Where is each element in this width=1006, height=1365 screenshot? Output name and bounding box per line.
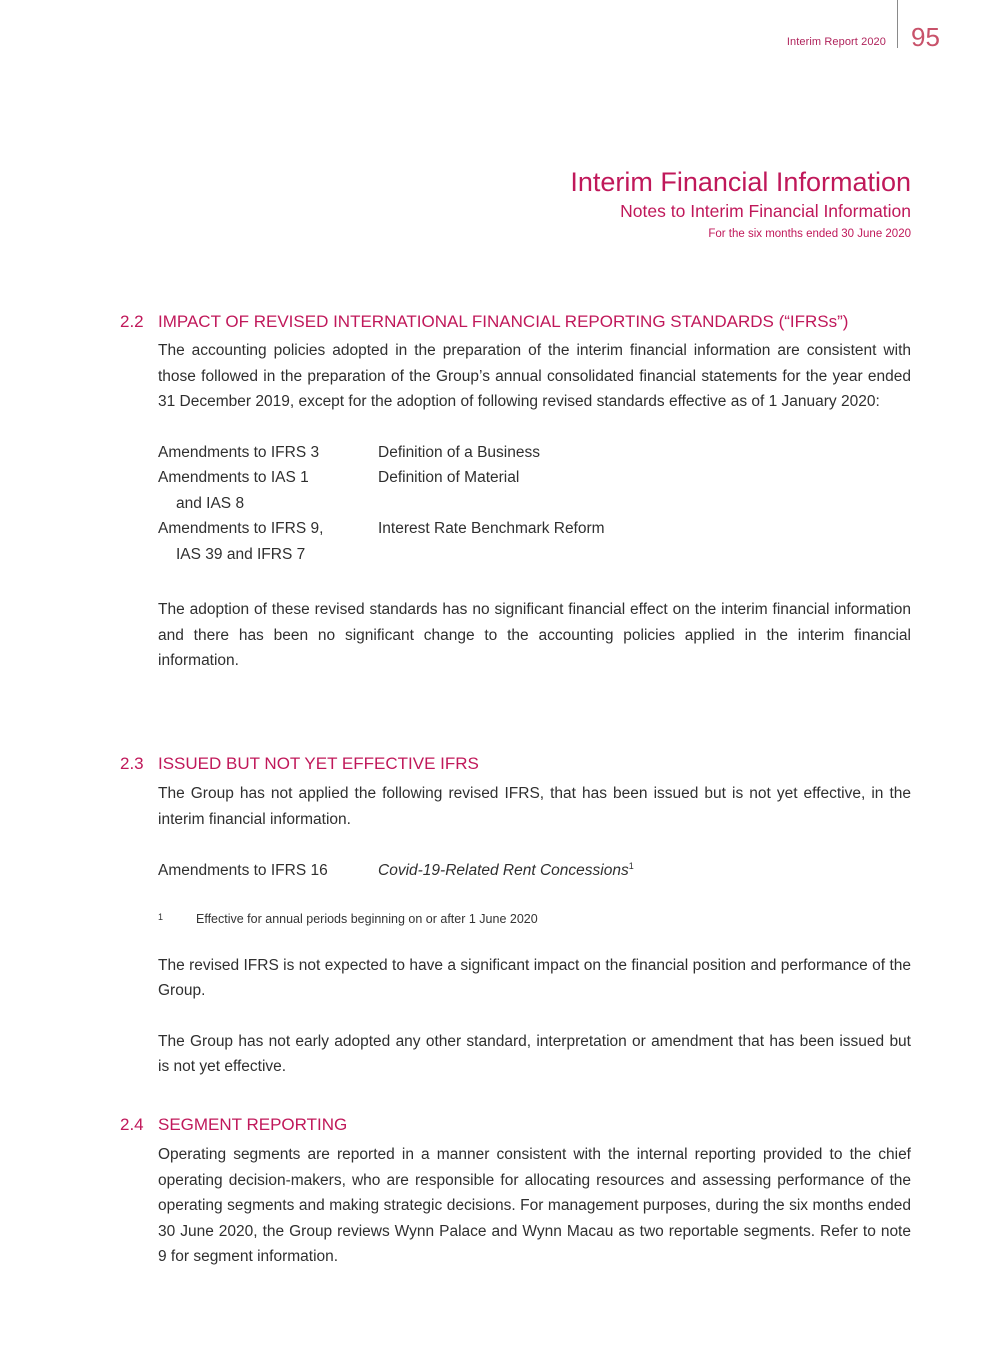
section-number: 2.3 — [120, 754, 144, 773]
standard-row — [158, 465, 911, 516]
running-header-title: Interim Report 2020 — [786, 36, 886, 48]
intro-paragraph: The Group has not applied the following revised IFRS, that has been issued but is not yet effective, in the interim financial information. — [158, 785, 911, 828]
standards-list — [158, 858, 911, 884]
standard-name-continued: IAS 39 and IFRS 7 — [176, 545, 306, 563]
section-number: 2.4 — [120, 1115, 144, 1134]
standard-description: Interest Rate Benchmark Reform — [378, 520, 605, 537]
standards-list — [158, 440, 911, 568]
section-2-2 — [120, 309, 911, 674]
standard-title: Covid-19-Related Rent Concessions — [378, 862, 629, 879]
section-body — [158, 953, 911, 1080]
impact-paragraph: The revised IFRS is not expected to have a significant impact on the financial position and performance of the Group. — [158, 956, 911, 999]
standard-name-continued: and IAS 8 — [176, 494, 245, 512]
footnote-mark: 1 — [158, 911, 164, 922]
section-body — [158, 1142, 911, 1270]
section-heading — [120, 309, 911, 334]
section-2-3 — [120, 751, 911, 1080]
early-adoption-paragraph: The Group has not early adopted any other standard, interpretation or amendment that has been issued but is not yet effective. — [158, 1032, 911, 1075]
standard-name: Amendments to IFRS 3 — [158, 443, 320, 461]
standard-description: Definition of Material — [378, 469, 520, 486]
header-divider — [897, 0, 898, 48]
intro-paragraph: The accounting policies adopted in the preparation of the interim financial information are consistent with those followed in the preparation of the Group’s annual consolidated financial statements for the year ended 31 December 2019, except for the adoption of following revised standards effective as of 1 January 2020: — [158, 342, 911, 410]
standard-name: Amendments to IFRS 16 — [158, 862, 328, 879]
standard-name: Amendments to IAS 1 — [158, 469, 309, 486]
standard-description — [378, 858, 911, 884]
section-heading — [120, 751, 911, 776]
standard-description: Definition of a Business — [378, 443, 540, 461]
section-2-4 — [120, 1112, 911, 1270]
segment-paragraph: Operating segments are reported in a manner consistent with the internal reporting provided to the chief operating decision-makers, who are responsible for allocating resources and assessing performance of the operating segments and making strategic decisions. For management purposes, during the six months ended 30 June 2020, the Group reviews Wynn Palace and Wynn Macau as two reportable segments. Refer to note 9 for segment information. — [158, 1146, 911, 1265]
standard-row — [158, 440, 911, 466]
section-body — [158, 781, 911, 832]
title-block — [570, 165, 911, 243]
standard-row — [158, 516, 911, 567]
page-subtitle: Notes to Interim Financial Information — [620, 201, 911, 221]
section-number: 2.2 — [120, 312, 144, 331]
standard-name: Amendments to IFRS 9, — [158, 520, 324, 537]
section-heading — [120, 1112, 911, 1137]
section-title: IMPACT OF REVISED INTERNATIONAL FINANCIAL REPORTING STANDARDS (“IFRSs”) — [158, 312, 849, 331]
standard-row — [158, 858, 911, 884]
footnote-text: Effective for annual periods beginning on or after 1 June 2020 — [196, 911, 538, 926]
conclusion-paragraph: The adoption of these revised standards has no significant financial effect on the interim financial information and there has been no significant change to the accounting policies applied in the interim financial information. — [158, 601, 911, 669]
section-body — [158, 338, 911, 440]
page-title: Interim Financial Information — [570, 167, 911, 197]
page-number: 95 — [911, 22, 940, 52]
footnote-reference: 1 — [628, 860, 634, 871]
section-body — [158, 597, 911, 674]
section-title: SEGMENT REPORTING — [158, 1115, 348, 1134]
section-title: ISSUED BUT NOT YET EFFECTIVE IFRS — [158, 754, 479, 773]
footnote — [158, 910, 911, 928]
period-label: For the six months ended 30 June 2020 — [708, 228, 911, 240]
